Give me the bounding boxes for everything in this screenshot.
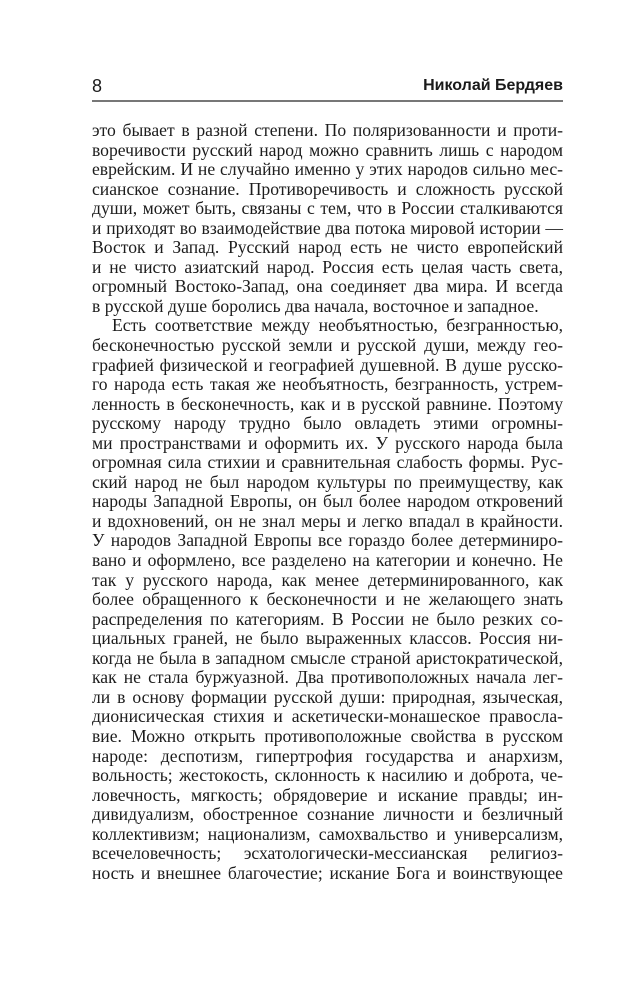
paragraph [92,121,563,316]
running-header [92,76,563,100]
text-line: графией физической и географией душевной. В душе русско- [92,354,563,375]
text-line: У народов Западной Европы все гораздо более детерминиро- [92,530,563,551]
text-line: вано и оформлено, все разделено на категории и конечно. Не [92,550,563,571]
text-line: души, может быть, связаны с тем, что в России сталкиваются [92,198,563,219]
text-line: коллективизм; национализм, самохвальство и универсализм, [92,823,563,844]
text-line: циальных граней, не было выраженных классов. Россия ни- [92,628,563,649]
text-line: ли в основу формации русской души: природная, языческая, [92,686,563,707]
text-line: более обращенного к бесконечности и не желающего знать [92,589,563,610]
text-line: огромная сила стихии и сравнительная слабость формы. Рус- [92,452,563,473]
paragraph [92,316,563,883]
text-line: ми пространствами и оформить их. У русского народа была [92,432,563,453]
text-line: в русской душе боролись два начала, восточное и западное. [92,295,539,316]
text-line: Есть соответствие между необъятностью, безгранностью, [112,315,563,336]
text-line: сианское сознание. Противоречивость и сложность русской [92,178,563,199]
text-line: бесконечностью русской земли и русской души, между гео- [92,335,563,356]
text-line: ленность в бесконечность, как и в русской равнине. Поэтому [92,393,563,414]
text-line: и вдохновений, он не знал меры и легко впадал в крайности. [92,510,563,531]
text-line: и приходят во взаимодействие два потока мировой истории — [92,217,563,238]
text-line: воречивости русский народ можно сравнить лишь с народом [92,139,563,160]
text-line: когда не была в западном смысле страной аристократической, [92,647,563,668]
text-line: дионисическая стихия и аскетически-монашеское правосла- [92,706,563,727]
author-name: Николай Бердяев [423,77,563,94]
text-line: дивидуализм, обостренное сознание личности и безличный [92,804,563,825]
text-line: так у русского народа, как менее детерминированного, как [92,569,563,590]
text-line: распределения по категориям. В России не было резких со- [92,608,563,629]
text-line: как не стала буржуазной. Два противоположных начала лег- [92,667,563,688]
text-line: это бывает в разной степени. По поляризованности и проти- [92,120,563,140]
text-line: вие. Можно открыть противоположные свойства в русском [92,725,563,746]
text-line: всечеловечность; эсхатологически-мессианская религиоз- [92,843,563,864]
text-line: вольность; жестокость, склонность к насилию и доброта, че- [92,765,563,786]
text-line: народе: деспотизм, гипертрофия государства и анархизм, [92,745,563,766]
text-line: народы Западной Европы, он был более народом откровений [92,491,563,512]
page-number: 8 [92,76,103,96]
text-line: ский народ не был народом культуры по преимуществу, как [92,471,563,492]
text-line: ловечность, мягкость; обрядоверие и искание правды; ин- [92,784,563,805]
text-line: ность и внешнее благочестие; искание Бога и воинствующее [92,862,563,883]
text-line: го народа есть такая же необъятность, безгранность, устрем- [92,374,563,395]
page-body-text [92,121,563,883]
text-line: и не чисто азиатский народ. Россия есть целая часть света, [92,256,563,277]
text-line: еврейским. И не случайно именно у этих народов сильно мес- [92,159,563,180]
text-line: Восток и Запад. Русский народ есть не чисто европейский [92,237,563,258]
text-line: огромный Востоко-Запад, она соединяет два мира. И всегда [92,276,563,297]
text-line: русскому народу трудно было овладеть этими огромны- [92,413,563,434]
header-rule [92,100,563,102]
